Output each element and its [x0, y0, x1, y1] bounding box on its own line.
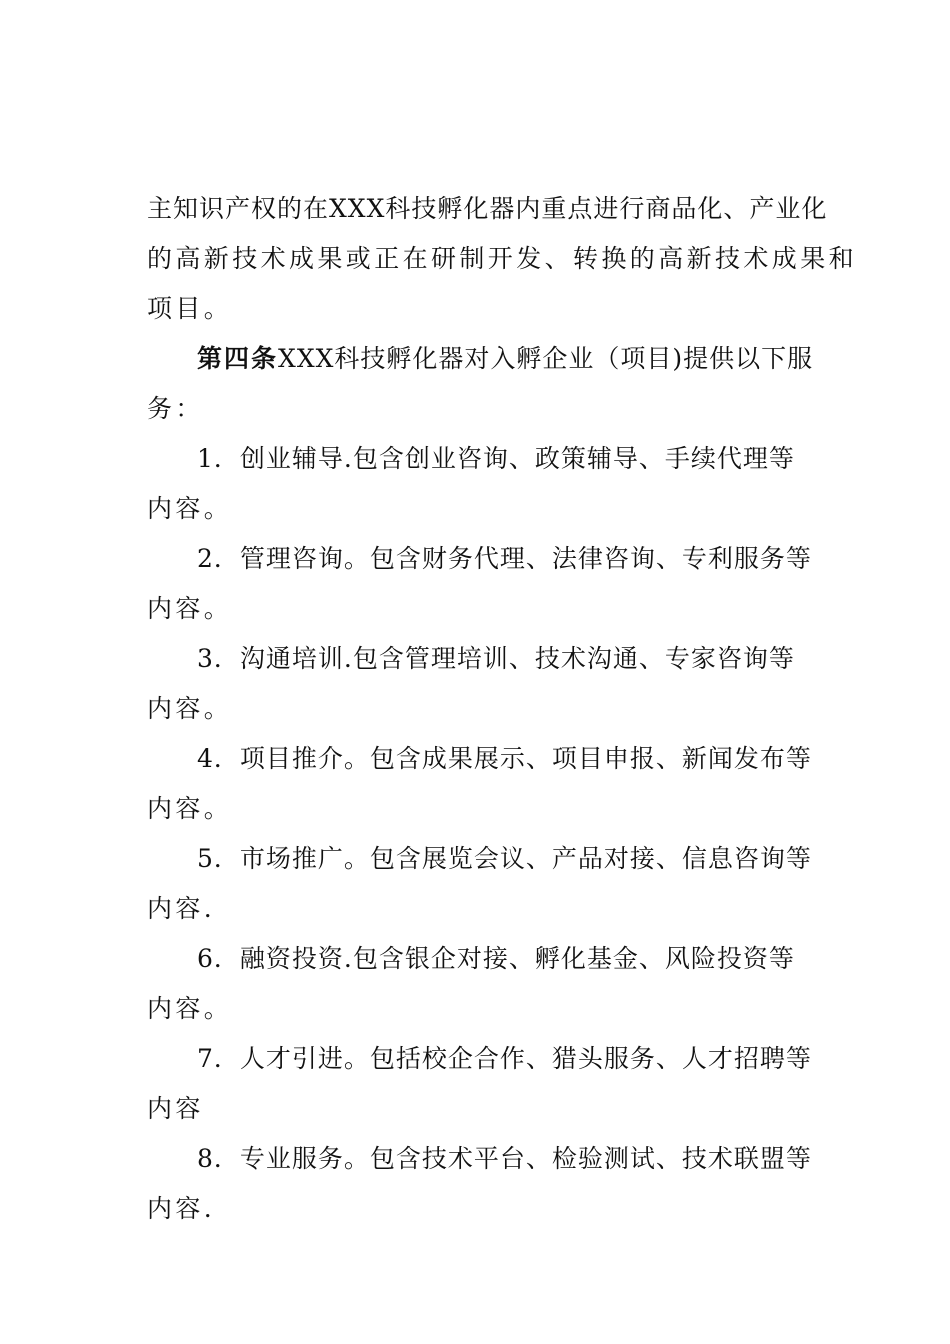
article-4-paragraph [147, 334, 814, 434]
service-item [147, 1034, 812, 1134]
document-body [147, 184, 858, 1234]
service-item-line: 内容 [147, 1094, 204, 1123]
service-item-line: 内容。 [147, 994, 233, 1023]
service-item [147, 1134, 812, 1234]
intro-line: 主知识产权的在XXX科技孵化器内重点进行商品化、产业化 [147, 194, 828, 223]
service-item [147, 634, 807, 734]
service-item-line: 8．专业服务。包含技术平台、检验测试、技术联盟等 [197, 1144, 812, 1173]
service-item-line: 1．创业辅导.包含创业咨询、政策辅导、手续代理等 [197, 444, 795, 473]
intro-line: 项目。 [147, 294, 233, 323]
service-item-line: 7．人才引进。包括校企合作、猎头服务、人才招聘等 [197, 1044, 812, 1073]
service-item-line: 2．管理咨询。包含财务代理、法律咨询、专利服务等 [197, 544, 812, 573]
service-item-line: 内容. [147, 894, 216, 923]
service-item-line: 内容。 [147, 494, 233, 523]
article-4-line: 务： [147, 394, 204, 423]
service-item-line: 4．项目推介。包含成果展示、项目申报、新闻发布等 [197, 744, 812, 773]
service-item [147, 834, 812, 934]
service-item-line: 内容. [147, 1194, 216, 1223]
service-item-line: 内容。 [147, 594, 233, 623]
service-item [147, 734, 812, 834]
service-item-line: 内容。 [147, 694, 233, 723]
article-4-heading: 第四条 [197, 344, 279, 373]
intro-line: 的高新技术成果或正在研制开发、转换的高新技术成果和 [147, 244, 858, 273]
article-4-line [147, 334, 814, 384]
service-item [147, 434, 807, 534]
service-item [147, 534, 812, 634]
intro-paragraph [147, 184, 858, 334]
service-item-line: 内容。 [147, 794, 233, 823]
service-item-line: 6．融资投资.包含银企对接、孵化基金、风险投资等 [197, 944, 795, 973]
article-4-text: XXX科技孵化器对入孵企业（项目)提供以下服 [278, 344, 814, 373]
service-item-line: 5．市场推广。包含展览会议、产品对接、信息咨询等 [197, 844, 812, 873]
service-item [147, 934, 807, 1034]
service-item-line: 3．沟通培训.包含管理培训、技术沟通、专家咨询等 [197, 644, 795, 673]
